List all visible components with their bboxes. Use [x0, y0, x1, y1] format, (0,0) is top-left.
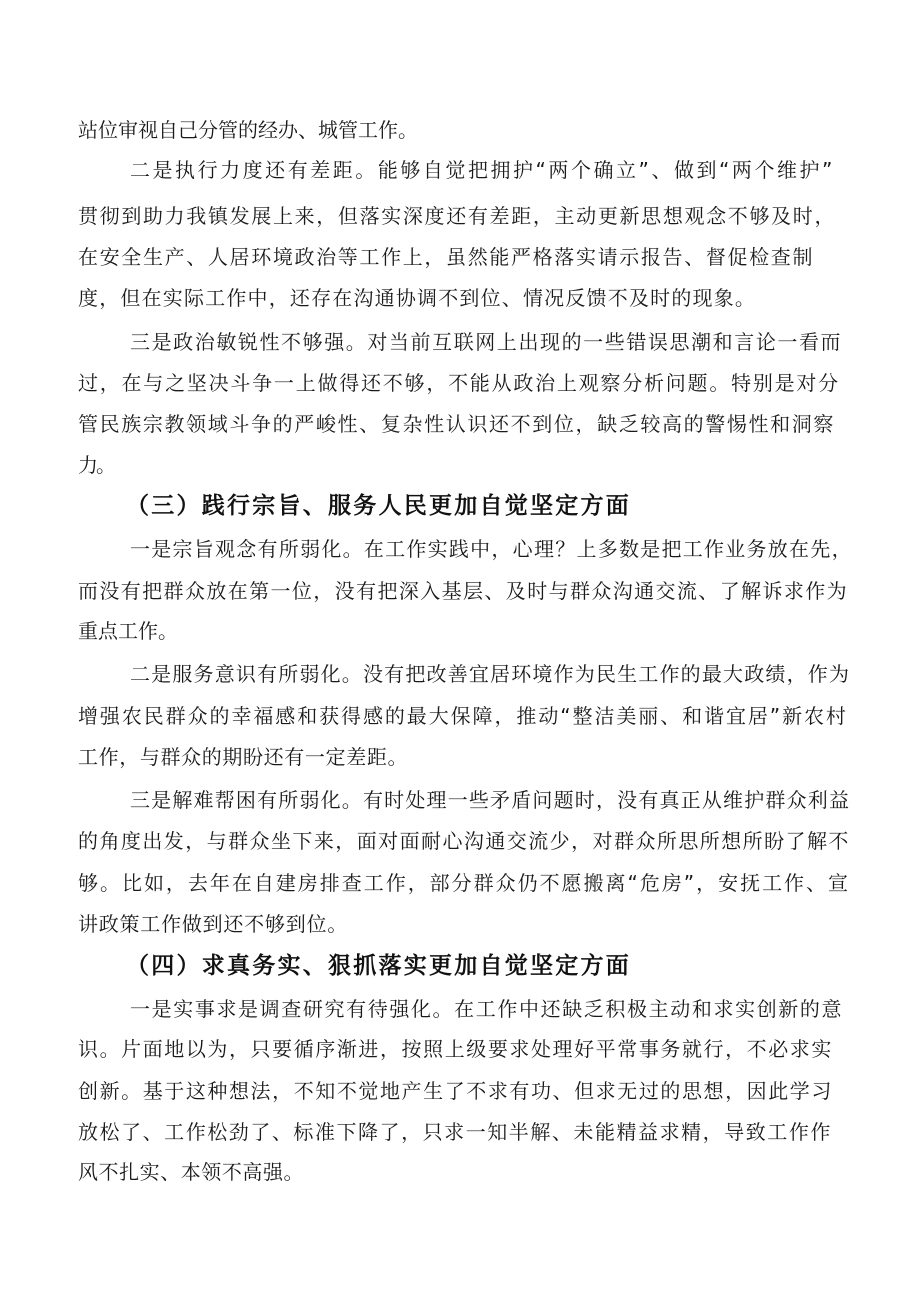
paragraph-line: 管民族宗教领域斗争的严峻性、复杂性认识还不到位，缺乏较高的警惕性和洞察: [78, 412, 836, 436]
paragraph-line: 够。比如，去年在自建房排查工作，部分群众仍不愿搬离“危房”，安抚工作、宣: [78, 871, 851, 895]
section-heading-3: （三）践行宗旨、服务人民更加自觉坚定方面: [126, 493, 631, 519]
paragraph-line: 的角度出发，与群众坐下来，面对面耐心沟通交流少，对群众所思所想所盼了解不: [78, 829, 850, 853]
paragraph-line: 三是政治敏锐性不够强。对当前互联网上出现的一些错误思潮和言论一看而: [130, 330, 843, 354]
paragraph-line: 而没有把群众放在第一位，没有把深入基层、及时与群众沟通交流、了解诉求作为: [78, 579, 849, 603]
paragraph-line: 增强农民群众的幸福感和获得感的最大保障，推动“整洁美丽、和谐宜居”新农村: [78, 704, 848, 728]
paragraph-line: 重点工作。: [78, 619, 178, 643]
paragraph-line: 风不扎实、本领不高强。: [78, 1160, 305, 1184]
paragraph-line: 一是实事求是调查研究有待强化。在工作中还缺乏积极主动和求实创新的意: [130, 997, 844, 1021]
paragraph-line: 创新。基于这种想法，不知不觉地产生了不求有功、但求无过的思想，因此学习: [78, 1079, 833, 1103]
paragraph-line: 过，在与之坚决斗争一上做得还不够，不能从政治上观察分析问题。特别是对分: [78, 371, 840, 395]
paragraph-line: 站位审视自己分管的经办、城管工作。: [78, 118, 418, 142]
paragraph-line: 一是宗旨观念有所弱化。在工作实践中，心理？上多数是把工作业务放在先，: [130, 537, 853, 561]
paragraph-line: 二是执行力度还有差距。能够自觉把拥护“两个确立”、做到“两个维护”: [130, 158, 835, 182]
section-heading-4: （四）求真务实、狠抓落实更加自觉坚定方面: [126, 953, 631, 979]
paragraph-line: 贯彻到助力我镇发展上来，但落实深度还有差距，主动更新思想观念不够及时，: [78, 204, 837, 228]
paragraph-line: 在安全生产、人居环境政治等工作上，虽然能严格落实请示报告、督促检查制: [78, 245, 815, 269]
paragraph-line: 二是服务意识有所弱化。没有把改善宜居环境作为民生工作的最大政绩，作为: [130, 662, 851, 686]
paragraph-line: 度，但在实际工作中，还存在沟通协调不到位、情况反馈不及时的现象。: [78, 286, 757, 310]
paragraph-line: 工作，与群众的期盼还有一定差距。: [78, 745, 409, 769]
paragraph-line: 识。片面地以为，只要循序渐进，按照上级要求处理好平常事务就行，不必求实: [78, 1037, 833, 1061]
paragraph-line: 讲政策工作做到还不够到位。: [78, 912, 349, 936]
paragraph-line: 放松了、工作松劲了、标准下降了，只求一知半解、未能精益求精，导致工作作: [78, 1120, 832, 1144]
paragraph-line: 三是解难帮困有所弱化。有时处理一些矛盾问题时，没有真正从维护群众利益: [130, 788, 851, 812]
paragraph-line: 力。: [78, 453, 114, 477]
